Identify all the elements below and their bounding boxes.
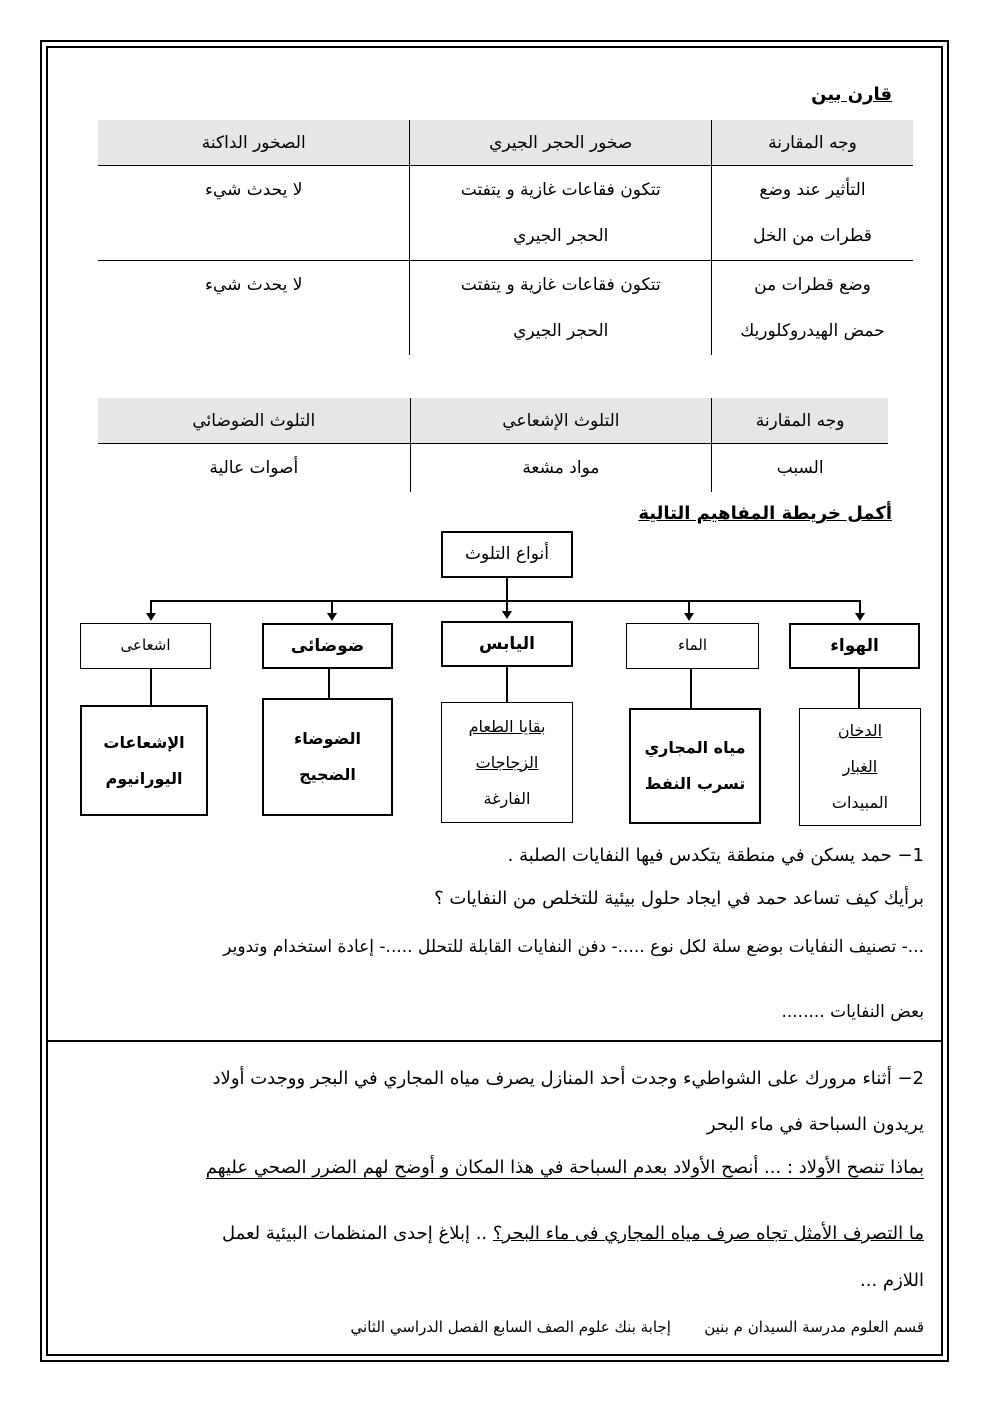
table-header-row	[98, 398, 888, 444]
table-header: وجه المقارنة	[712, 398, 888, 444]
q2-advice-label: بماذا تنصح الأولاد :	[786, 1157, 924, 1178]
table-row	[98, 444, 888, 493]
table-cell: وضع قطرات من حمض الهيدروكلوريك	[712, 261, 913, 356]
root-node: أنواع التلوث	[441, 531, 573, 578]
example-text: بقايا الطعام	[468, 716, 546, 736]
table-header: وجه المقارنة	[712, 120, 913, 166]
water-examples-box	[629, 708, 761, 824]
connector-line	[506, 578, 508, 600]
connector-line	[858, 669, 860, 709]
q2-prompt-cont: يريدون السباحة في ماء البحر	[706, 1114, 924, 1135]
q1-answer: ...- تصنيف النفايات بوضع سلة لكل نوع .....- دفن النفايات القابلة للتحلل .....- إعادة استخدام وتدوير	[223, 937, 924, 957]
heading-compare: قارن بين	[811, 84, 892, 105]
connector-line	[328, 669, 330, 699]
arrow-down-icon	[684, 613, 694, 621]
heading-concept-map: أكمل خريطة المفاهيم التالية	[638, 503, 892, 524]
connector-line	[150, 600, 152, 614]
example-text: اليورانيوم	[105, 768, 183, 788]
category-water: الماء	[626, 623, 759, 669]
example-text: الضجيج	[299, 765, 356, 784]
category-air: الهواء	[789, 623, 920, 669]
example-text: مياه المجاري	[644, 738, 746, 757]
section-divider	[46, 1040, 941, 1042]
q2-action-line	[222, 1223, 924, 1244]
example-text: الفارغة	[483, 788, 531, 808]
table-cell: تتكون فقاعات غازية و يتفتت الحجر الجيري	[410, 166, 712, 261]
table-cell: أصوات عالية	[98, 444, 410, 493]
example-text: المبيدات	[831, 793, 889, 812]
table-header-row	[98, 120, 913, 166]
q2-action-cont: اللازم ...	[860, 1270, 924, 1291]
arrow-down-icon	[146, 613, 156, 621]
arrow-down-icon	[327, 613, 337, 621]
q2-action-answer: .. إبلاغ إحدى المنظمات البيئية لعمل	[221, 1223, 493, 1244]
connector-line	[688, 600, 690, 614]
q2-advice-line	[206, 1157, 924, 1179]
q2-advice-answer: ... أنصح الأولاد بعدم السباحة في هذا المكان و أوضح لهم الضرر الصحي عليهم	[205, 1157, 787, 1178]
example-text: الزجاجات	[475, 752, 539, 772]
connector-line	[859, 600, 861, 614]
table-row	[98, 166, 913, 261]
example-text: الضوضاء	[294, 729, 361, 748]
table-row	[98, 261, 913, 356]
q2-action-label: ما التصرف الأمثل تجاه صرف مياه المجاري فى ماء البحر؟	[492, 1223, 924, 1244]
example-text: الدخان	[837, 721, 883, 740]
connector-line	[150, 669, 152, 706]
table-header: التلوث الإشعاعي	[410, 398, 712, 444]
radiation-examples-box	[80, 705, 208, 816]
footer-text: قسم العلوم مدرسة السيدان م بنين إجابة بنك علوم الصف السابع الفصل الدراسي الثاني	[350, 1318, 924, 1336]
category-land: اليابس	[441, 621, 573, 667]
table-header: التلوث الضوضائي	[98, 398, 410, 444]
table-cell: لا يحدث شيء	[98, 166, 410, 261]
connector-line	[331, 600, 333, 614]
air-examples-box	[799, 708, 921, 826]
rocks-comparison-table	[98, 120, 913, 355]
example-text: الغبار	[842, 757, 878, 776]
q1-answer-cont: بعض النفايات ........	[781, 1002, 924, 1022]
example-text: تسرب النفط	[644, 774, 746, 793]
noise-examples-box	[262, 698, 393, 816]
arrow-down-icon	[502, 611, 512, 619]
table-cell: التأثير عند وضع قطرات من الخل	[753, 180, 872, 246]
q1-prompt: 1− حمد يسكن في منطقة يتكدس فيها النفايات الصلبة .	[507, 845, 924, 866]
connector-line	[690, 669, 692, 709]
table-cell: السبب	[776, 458, 824, 478]
table-cell: مواد مشعة	[410, 444, 712, 493]
category-radiation: اشعاعى	[80, 623, 211, 669]
q2-prompt: 2− أثناء مرورك على الشواطيء وجدت أحد المنازل يصرف مياه المجاري في البجر ووجدت أولاد	[212, 1068, 924, 1089]
pollution-comparison-table	[98, 398, 888, 492]
table-cell: تتكون فقاعات غازية و يتفتت الحجر الجيري	[410, 261, 712, 356]
category-noise: ضوضائى	[262, 623, 393, 669]
land-examples-box	[441, 702, 573, 823]
table-header: صخور الحجر الجيري	[410, 120, 712, 166]
q1-question: برأيك كيف تساعد حمد في ايجاد حلول بيئية للتخلص من النفايات ؟	[434, 888, 924, 909]
arrow-down-icon	[855, 613, 865, 621]
example-text: الإشعاعات	[103, 732, 185, 752]
table-header: الصخور الداكنة	[98, 120, 410, 166]
connector-line	[506, 667, 508, 703]
table-cell: لا يحدث شيء	[98, 261, 410, 356]
